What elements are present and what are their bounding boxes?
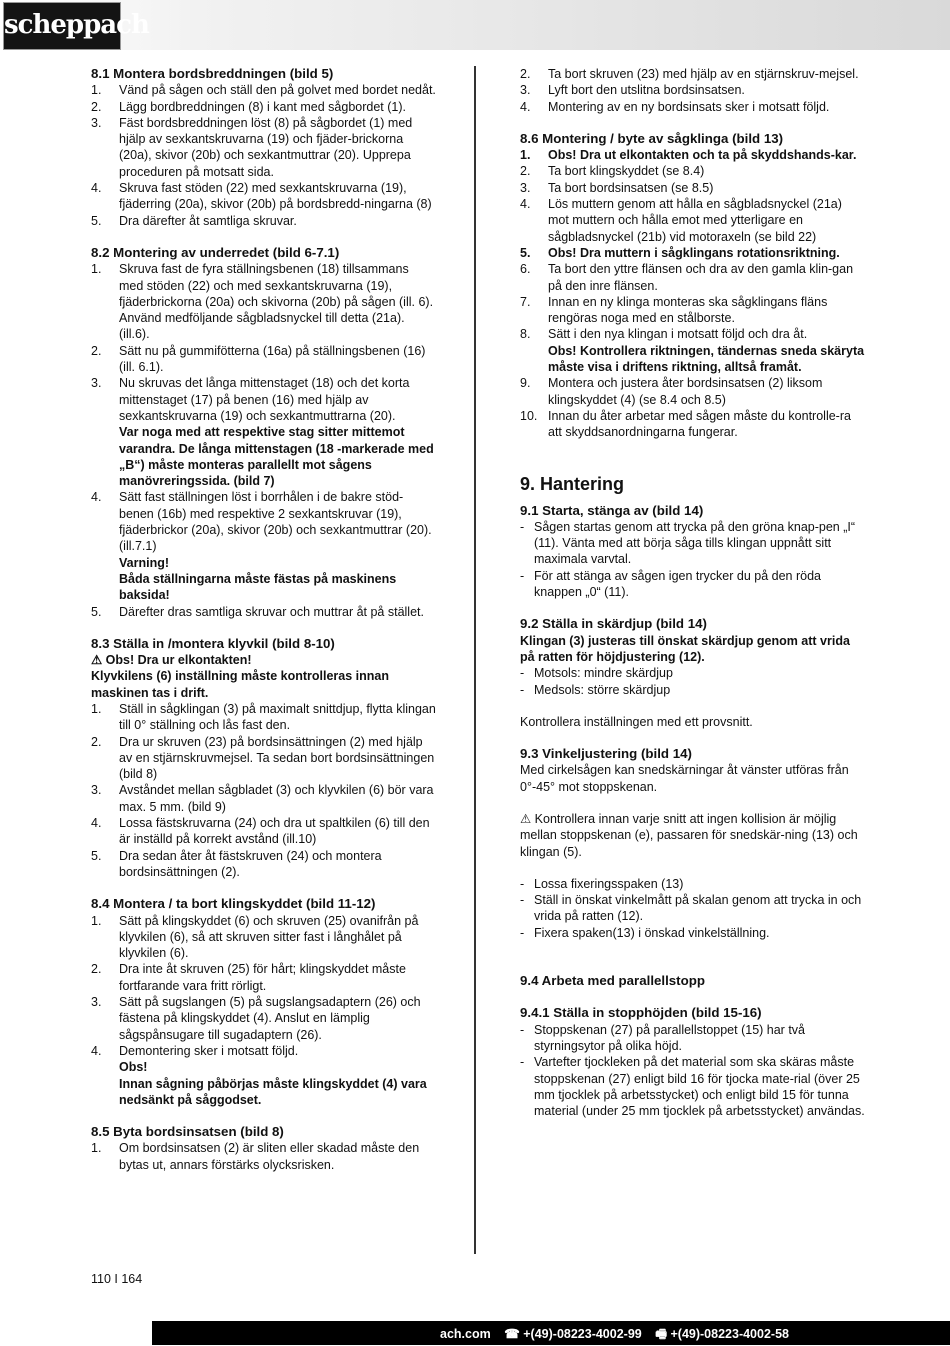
list-item: 2. Ta bort skruven (23) med hjälp av en stjärnskruv-mejsel.	[520, 67, 859, 81]
list-item: - Fixera spaken(13) i önskad vinkelställning.	[520, 925, 770, 940]
section-title: 8.1 Montera bordsbreddningen (bild 5)	[91, 66, 334, 81]
list-item: - Sågen startas genom att trycka på den gröna knap-pen „I“ (11). Vänta med att börja såga tills klingan uppnått sitt maximala varvtal.	[520, 519, 856, 567]
footer-phone: ☎ +(49)-08223-4002-99	[504, 1327, 642, 1341]
warning-label: Obs!	[119, 1060, 148, 1075]
paragraph: Med cirkelsågen kan snedskärningar åt vänster utföras från 0°-45° mot stoppskenan.	[520, 763, 849, 794]
footer-fax: 🖷 +(49)-08223-4002-58	[655, 1327, 789, 1341]
list-item: 3. Ta bort bordsinsatsen (se 8.5)	[520, 180, 714, 195]
list-item: 2. Sätt nu på gummifötterna (16a) på ställningsbenen (16) (ill. 6.1).	[91, 343, 426, 375]
list-item: 1. Sätt på klingskyddet (6) och skruven (25) ovanifrån på klyvkilen (6), så att skruven sitter fast i långhålet på klyvkilen (6).	[91, 913, 419, 961]
list-item: 5. Obs! Dra muttern i sågklingans rotationsriktning.	[520, 245, 840, 260]
brand-logo: scheppach	[3, 2, 121, 50]
list-item: 2. Dra ur skruven (23) på bordsinsättningen (2) med hjälp av en stjärnskruvmejsel. Ta sedan bort bordsinsättningen (bild 8)	[91, 734, 435, 782]
warning-label: Varning!	[119, 555, 170, 570]
list-item: - Motsols: mindre skärdjup	[520, 666, 673, 681]
list-item: 1. Vänd på sågen och ställ den på golvet med bordet nedåt.	[91, 83, 436, 98]
list-item: 5. Dra därefter åt samtliga skruvar.	[91, 213, 297, 228]
left-column	[91, 66, 436, 1173]
list-item: 1. Skruva fast de fyra ställningsbenen (18) tillsammans med stöden (22) och med sexkantskruvarna (19), fjäderbrickorna (20a) och skivorna (20b) på sågen (ill. 6). Använd medföljande sågbladsnyckel till detta (21a). (ill.6).	[91, 262, 434, 342]
section-title: 9.1 Starta, stänga av (bild 14)	[520, 502, 704, 518]
list-item: 1. Ställ in sågklingan (3) på maximalt snittdjup, flytta klingan till 0° ställning och lås fast den.	[91, 701, 436, 733]
list-item: 7. Innan en ny klinga monteras ska sågklingans fläns rengöras noga med en stålborste.	[520, 294, 828, 326]
list-item: 2. Ta bort klingskyddet (se 8.4)	[520, 164, 705, 179]
header-bar	[0, 0, 950, 50]
list-item: 2. Lägg bordbreddningen (8) i kant med sågbordet (1).	[91, 99, 406, 114]
warning-paragraph: ⚠ Kontrollera innan varje snitt att ingen kollision är möjlig mellan stoppskenan (e), passaren för snedskär-ning (13) och klingan (5).	[520, 811, 858, 859]
chapter-title: 9. Hantering	[520, 473, 625, 494]
list-item: 5. Därefter dras samtliga skruvar och muttrar åt på stället.	[91, 604, 424, 619]
list-item: 4. Demontering sker i motsatt följd.	[91, 1043, 299, 1058]
list-item: - Vartefter tjockleken på det material som ska skäras måste stoppskenan (27) enligt bild 16 för tjocka mate-rial (över 25 mm tjocklek på arbetsstycket) och enligt bild 15 för tunna material (under 25 mm tjocklek på arbetsstycket) användas.	[520, 1055, 865, 1119]
warning-text: Båda ställningarna måste fästas på maskinens baksida!	[119, 571, 397, 603]
section-title: 8.2 Montering av underredet (bild 6-7.1)	[91, 244, 340, 260]
list-item: - För att stänga av sågen igen trycker du på den röda knappen „0“ (11).	[520, 568, 821, 600]
column-divider	[474, 66, 476, 1254]
list-item: 2. Dra inte åt skruven (25) för hårt; klingskyddet måste fortfarande vara fritt rörligt.	[91, 962, 406, 993]
paragraph: Kontrollera inställningen med ett provsnitt.	[520, 714, 753, 729]
list-item: - Lossa fixeringsspaken (13)	[520, 876, 684, 891]
list-item: 3. Nu skruvas det långa mittenstaget (18) och det korta mittenstaget (17) på benen (16) med hjälp av sexkantskruvarna (19) och sexkantmuttrarna (20).	[91, 376, 410, 423]
list-item: 1. Obs! Dra ut elkontakten och ta på skyddshands-kar.	[520, 148, 857, 163]
note-text: Klyvkilens (6) inställning måste kontrolleras innan maskinen tas i drift.	[91, 669, 389, 700]
list-item: 1. Om bordsinsatsen (2) är sliten eller skadad måste den bytas ut, annars förstärks olycksrisken.	[91, 1141, 420, 1172]
list-item: 9. Montera och justera åter bordsinsatsen (2) liksom klingskyddet (4) (se 8.4 och 8.5)	[520, 376, 823, 407]
section-title: 9.3 Vinkeljustering (bild 14)	[520, 746, 692, 762]
section-title: 9.2 Ställa in skärdjup (bild 14)	[520, 616, 707, 632]
page-number: 110 I 164	[91, 1272, 143, 1286]
list-item: - Medsols: större skärdjup	[520, 682, 671, 697]
section-title: 8.6 Montering / byte av sågklinga (bild 13)	[520, 130, 784, 146]
list-item: 3. Avståndet mellan sågbladet (3) och klyvkilen (6) bör vara max. 5 mm. (bild 9)	[91, 783, 434, 814]
footer-bar	[0, 1321, 950, 1345]
list-item: 3. Fäst bordsbreddningen löst (8) på sågbordet (1) med hjälp av sexkantskruvarna (19) och fjäder-brickorna (20a), skivor (20b) och sexkantmuttrar (20). Upprepa proceduren på motsatt sida.	[91, 115, 413, 179]
section-title: 8.3 Ställa in /montera klyvkil (bild 8-10)	[91, 635, 335, 651]
warning-text: Innan sågning påbörjas måste klingskyddet (4) vara nedsänkt på såggodset.	[119, 1076, 427, 1107]
list-item: - Stoppskenan (27) på parallellstoppet (15) har två styrningsytor på olika höjd.	[520, 1022, 805, 1053]
list-item: 4. Skruva fast stöden (22) med sexkantskruvarna (19), fjäderring (20a), skivor (20b) på bordsbredd-ningarna (8)	[91, 181, 432, 212]
section-title: 8.5 Byta bordsinsatsen (bild 8)	[91, 1124, 284, 1140]
note-text: Klingan (3) justeras till önskat skärdjup genom att vrida på ratten för höjdjustering (12).	[520, 633, 850, 664]
list-item: 4. Lossa fästskruvarna (24) och dra ut spaltkilen (6) till den är inställd på korrekt avstånd (ill.10)	[91, 816, 430, 847]
list-item: - Ställ in önskat vinkelmått på skalan genom att trycka in och vrida på ratten (12).	[520, 893, 862, 924]
section-title: 8.4 Montera / ta bort klingskyddet (bild 11-12)	[91, 896, 376, 912]
list-item: 10. Innan du åter arbetar med sågen måste du kontrolle-ra att skyddsanordningarna fungerar.	[520, 408, 851, 440]
list-item: 4. Lös muttern genom att hålla en sågbladsnyckel (21a) mot muttern och hålla emot med ytterligare en sågbladsnyckel (21b) vid motoraxeln (se bild 22)	[520, 197, 842, 244]
list-item: 3. Sätt på sugslangen (5) på sugslangsadaptern (26) och fästena på klingskyddet (4). Anslut en lämplig sågspånsugare till sugadaptern (26).	[91, 995, 421, 1042]
warning-text: Var noga med att respektive stag sitter mittemot varandra. De långa mittenstagen (18 -markerade med „B“) måste monteras parallellt mot sågens manövreringssida. (bild 7)	[119, 425, 434, 489]
footer-web: ach.com	[440, 1327, 491, 1341]
list-item: 8. Sätt i den nya klingan i motsatt följd och dra åt.	[520, 327, 808, 342]
warning-text: ⚠ Obs! Dra ur elkontakten!	[91, 653, 252, 668]
right-column	[520, 66, 865, 1119]
subsection-title: 9.4.1 Ställa in stopphöjden (bild 15-16)	[520, 1005, 762, 1021]
warning-text: Obs! Kontrollera riktningen, tändernas sneda skäryta måste visa i driftens riktning, alltså framåt.	[548, 343, 865, 375]
list-item: 3. Lyft bort den utslitna bordsinsatsen.	[520, 83, 745, 98]
list-item: 5. Dra sedan åter åt fästskruven (24) och montera bordsinsättningen (2).	[91, 848, 382, 879]
list-item: 6. Ta bort den yttre flänsen och dra av den gamla klin-gan på den inre flänsen.	[520, 262, 854, 293]
section-title: 9.4 Arbeta med parallellstopp	[520, 973, 705, 989]
list-item: 4. Sätt fast ställningen löst i borrhålen i de bakre stöd-benen (16b) med respektive 2 sexkantskruvar (19), fjäderbrickor (20a), skivor (20b) och sexkantmuttrar (20). (ill.7.1)	[91, 490, 432, 554]
list-item: 4. Montering av en ny bordsinsats sker i motsatt följd.	[520, 99, 830, 114]
